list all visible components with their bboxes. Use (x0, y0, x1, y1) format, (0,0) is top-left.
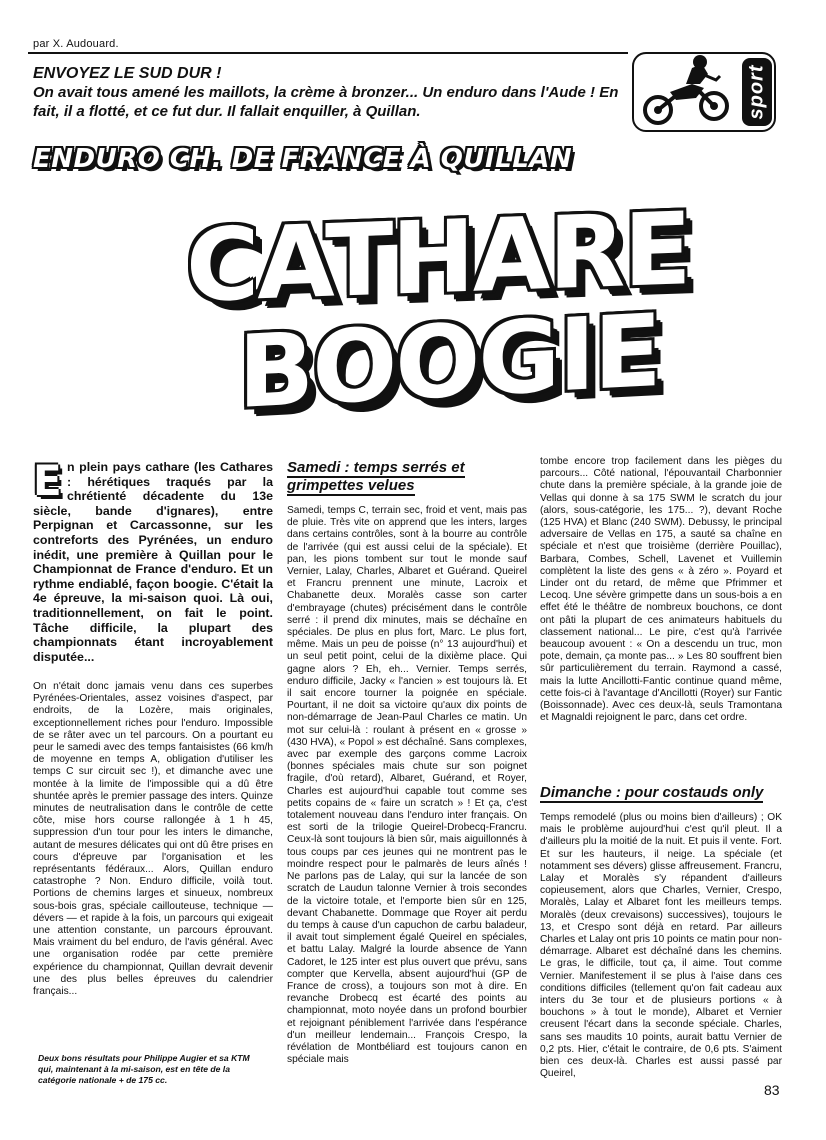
column-3-body: tombe encore trop facilement dans les pièges du parcours... Côté national, l'épouvantail Charbonnier chute dans la première spéciale, à la grande joie de Vellas qui donne à sa 175 SWM le scratch du jour (alors, sous-catégorie, les 175... ?), devant Roche (125 HVA) et Blanc (240 SWM). Debussy, le principal adversaire de Vellas en 175, a sauté sa chaîne en spéciale et n'est que troisième (derrière Pouillac), Barbara, Combes, Schell, Lavenet et Vuillemin complètent la liste des gens « à zéro ». Poyard et Linder ont du retard, de même que Pfrimmer et Lecoq. Une sévère grimpette dans un sous-bois a en effet été le théâtre de nombreux bouchons, ce dont ont pâti la plupart de ces animateurs habituels du classement national... Le pire, c'est qu'à l'arrivée beaucoup avouent : « On a descendu un truc, mon pote, demain, ça monte pas... » Les 80 souffrent bien sûr particulièrement du terrain. Raymond a cassé, mais la lutte Ancillotti-Fantic continue quand même, cette fois-ci à l'avantage d'Ancillotti (Royer) sur Fantic (Boissonnade). Avec ces deux-là, seuls Tramontana et Magnaldi rejoignent le parc, dans cet ordre. (540, 456, 782, 724)
column-1-body: On n'était donc jamais venu dans ces superbes Pyrénées-Orientales, assez voisines d'aspect, par endroits, de la Lozère, mais originales, exceptionnellement riches pour l'enduro. Impossible de se râter avec un tel parcours. On a pourtant eu peur le samedi avec des temps fantaisistes (66 km/h de moyenne en temps A, obligation d'utiliser les temps C sur circuit sec !), et dimanche avec une montée à la limite de l'impossible qui a dû être shuntée après le premier passage des inters. Quinze minutes de neutralisation dans le contrôle de cette côte, mise hors course rallongée à 1 h 45, suppression d'un tour pour les inters le dimanche, autant de mesures délicates qui ont dû être prises en cours d'épreuve par l'organisation et les représentants fédéraux... Alors, Quillan enduro catastrophe ? Non. Enduro difficile, voilà tout. Portions de chemins larges et sinueux, nombreux sous-bois gras, spéciale caillouteuse, technique — dévers — et rapide à la fois, un parcours qui exigeait une attention constante, un parcours éprouvant. Mais vraiment du bel enduro, de l'avis général. Avec une organisation rodée par cette première expérience du championnat, Quillan devrait devenir une des plus belles épreuves du calendrier français... (33, 681, 273, 998)
motocross-rider-icon (634, 54, 744, 130)
samedi-body: Samedi, temps C, terrain sec, froid et vent, mais pas de pluie. Très vite on apprend que les inters, larges dans certains contrôles, sont à la bourre au contrôle de l'arrivée (qui est aussi celui de la spéciale). Et pan, les pions tombent sur tout le monde sauf Vernier, Lalay, Charles, Albaret et Guérand. Queirel et Francru prennent une minute, Lacroix et Chabanette deux. Moralès casse son carter d'embrayage (chutes) précisément dans le contrôle serré : il prend dix minutes, mais se déchaîne en spéciales. De plus en plus fort, Marc. Le plus fort, même. Mais un peu de poisse (n° 13 aujourd'hui) et un seul petit point, celui de la dixième place. Qui gagne alors ? Eh, eh... Vernier. Temps serrés, enduro difficile, Jacky « l'ancien » est toujours là. Et il sait encore tourner la poignée en spéciale. Pourtant, il ne doit sa victoire qu'aux dix points de non-démarrage de Jean-Paul Charles ce matin. Un mot sur celui-là : roulant à présent en « grosse » (430 HVA), « Popol » est déchaîné. Sans complexes, avec par exemple des garçons comme Lacroix (bonnes spéciales mais chute sur son poignet fragile, d'où retard), Albaret, Guérand, et Royer, Charles est aujourd'hui capable tout comme ses petits copains de « faire un scratch » ! Et ça, c'est totalement nouveau dans l'enduro inter français. On est sorti de la trilogie Queirel-Drobecq-Francru. Ceux-là sont toujours là bien sûr, mais aiguillonnés à tous coups par ces jeunes qui ne montrent pas le moindre respect pour le palmarès de leurs aînés ! Ne parlons pas de Lalay, qui sur la lancée de son scratch de Laudun talonne Vernier à trois secondes de la victoire totale, et l'emporte bien sûr en 125, devant Chabanette. Dommage que Royer ait perdu du temps à cause d'un capuchon de carbu baladeur, il avait tout simplement égalé Queirel en spéciales, et battu Lalay. Malgré la lourde absence de Yann Cadoret, le 125 inter est plus ouvert que prévu, sans compter que Kervella, absent aujourd'hui (GP de France de cross), a toujours son mot à dire. En revanche Drobecq est écarté des points au championnat, moto noyée dans un profond bourbier et rejoignant péniblement l'arrivée dans l'espérance d'un meilleur lendemain... François Crespo, la révélation de Montbéliard est toujours canon en spéciale mais (287, 505, 527, 1066)
intro (33, 64, 623, 121)
photo-caption: Deux bons résultats pour Philippe Augier et sa KTM qui, maintenant à la mi-saison, est en tête de la catégorie nationale + de 175 cc. (38, 1053, 250, 1085)
intro-heading: ENVOYEZ LE SUD DUR ! (33, 65, 222, 82)
headline-line-2: BOOGIE (238, 291, 660, 432)
lead-paragraph (33, 456, 273, 664)
dimanche-heading: Dimanche : pour costauds only (540, 784, 764, 801)
sport-badge (632, 52, 776, 132)
lead-text: n plein pays cathare (les Cathares : hérétiques traqués par la chrétienté décadente du 13e siècle, bande d'ignares), entre Perpignan et Carcassonne, sur les contreforts des Pyrénées, un enduro inédit, une première à Quillan pour le Championnat de France d'enduro. Et un rythme endiablé, façon boogie. C'était la 4e épreuve, la mi-saison quoi. Là oui, traditionnellement, on fait le point. Tâche difficile, la plupart des championnats étant incroyablement disputée... (33, 460, 273, 664)
byline: par X. Audouard. (33, 38, 119, 50)
drop-cap: E (33, 456, 62, 505)
kicker-title: ENDURO CH. DE FRANCE À QUILLAN (33, 144, 573, 174)
headline-line-1: CATHARE (186, 190, 690, 325)
intro-text: On avait tous amené les maillots, la crème à bronzer... Un enduro dans l'Aude ! En fait, il a flotté, et ce fut dur. Il fallait enquiller, à Quillan. (33, 84, 619, 120)
header-rule (28, 52, 628, 54)
dimanche-body: Temps remodelé (plus ou moins bien d'ailleurs) ; OK mais le problème aujourd'hui c'est qu'il pleut. Il a d'ailleurs plu la moitié de la nuit. Et puis il vente. Fort. Et sur les hauteurs, il neige. La spéciale (et notamment ses dévers) glisse affreusement. Francru, Lalay et Moralès s'y répandent d'ailleurs copieusement, alors que Charles, Vernier, Crespo, Moralès, Lalay et Albaret font les meilleurs temps. Moralès (deux crevaisons) successives), toujours le 13, et Crespo sont déjà en retard. Par ailleurs Charles et Lalay ont pris 10 points ce matin pour non-démarrage. Albaret est déchaîné dans les chemins. Le gras, le difficile, tout ça, il aime. Tout comme Vernier. Manifestement il se plus à l'aise dans ces conditions difficiles (tellement qu'on fait cadeau aux inters du 3e tour et de plusieurs portions « à bouchons » à tout le monde), Albaret et Vernier creusent l'écart dans la seconde spéciale. Charles, sans ses maudits 10 points, aurait battu Vernier de 0,2 pts. Hier, c'était le contraire, de 0,6 pts. S'aiment bien ces deux-là. Charles est aussi passé par Queirel, (540, 812, 782, 1080)
page-number: 83 (764, 1082, 780, 1098)
samedi-heading: Samedi : temps serrés et grimpettes velues (287, 459, 465, 494)
sport-label: sport (742, 58, 772, 126)
